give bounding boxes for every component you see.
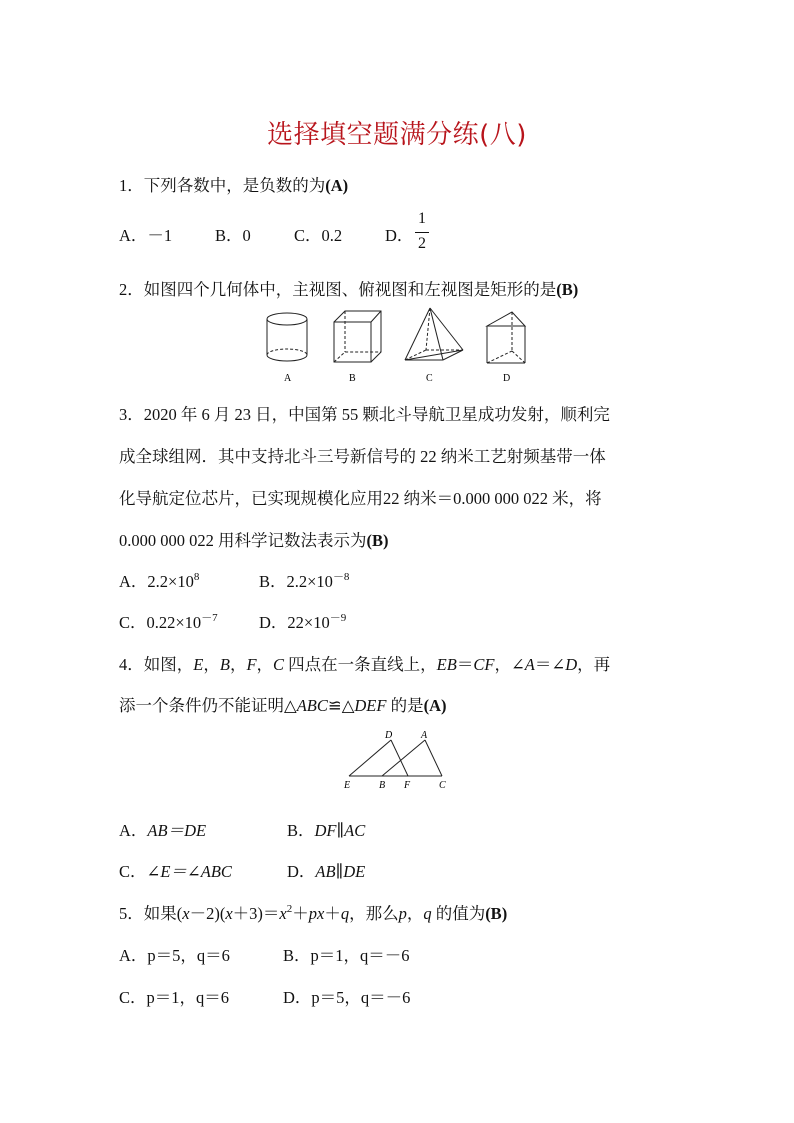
q1-option-d: D． bbox=[385, 226, 414, 245]
q3-option-a-base: A．2.2×10 bbox=[119, 572, 194, 591]
q4-answer: (A) bbox=[423, 696, 447, 715]
q2-stem-text: 2．如图四个几何体中，主视图、俯视图和左视图是矩形的是 bbox=[119, 280, 557, 299]
q4-l1-n: A bbox=[524, 655, 535, 674]
q3-line-3: 化导航定位芯片，已实现规模化应用22 纳米＝0.000 000 022 米，将 bbox=[119, 489, 602, 508]
q4-option-a-math: AB＝DE bbox=[147, 821, 207, 840]
q2-answer: (B) bbox=[556, 280, 579, 299]
q4-option-c-math: E＝∠ABC bbox=[160, 862, 232, 881]
q4-fig-label-f: F bbox=[404, 780, 411, 791]
q4-figure bbox=[0, 728, 794, 798]
q4-l1-m: ，∠ bbox=[494, 655, 525, 674]
q3-option-a-exp: 8 bbox=[193, 571, 200, 583]
q4-option-b-math: DF∥AC bbox=[314, 821, 366, 840]
q3-option-b-exp: －8 bbox=[332, 571, 350, 583]
q5-answer: (B) bbox=[485, 904, 508, 923]
q5-s-d: ＋ bbox=[292, 904, 309, 923]
q1-option-d-numerator: 1 bbox=[418, 210, 426, 227]
q4-l2-c: ≌△ bbox=[327, 696, 355, 715]
q5-s-px: px bbox=[308, 904, 325, 923]
q4-option-d-math: AB∥DE bbox=[315, 862, 366, 881]
q4-l1-b: E bbox=[193, 655, 204, 674]
q3-line-1: 3．2020 年 6 月 23 日，中国第 55 颗北斗导航卫星成功发射，顺利完 bbox=[119, 405, 610, 424]
q2-figure bbox=[0, 306, 794, 386]
q5-s-q: q bbox=[340, 904, 350, 923]
q1-stem bbox=[119, 172, 348, 196]
q5-s-x3: x bbox=[279, 904, 287, 923]
q1-option-a: A．－1 bbox=[119, 226, 173, 245]
q4-option-c bbox=[119, 858, 232, 882]
q4-fig-label-d: D bbox=[385, 730, 393, 741]
q4-l1-p: D bbox=[565, 655, 578, 674]
q4-l2-a: 添一个条件仍不能证明△ bbox=[119, 696, 297, 715]
q4-option-a-prefix: A． bbox=[119, 821, 148, 840]
q3-option-d bbox=[259, 609, 346, 633]
q1-option-b: B．0 bbox=[215, 226, 251, 245]
q3-line-2: 成全球组网．其中支持北斗三号新信号的 22 纳米工艺射频基带一体 bbox=[119, 447, 606, 466]
q2-label-b: B bbox=[349, 373, 356, 384]
q4-fig-label-b: B bbox=[379, 780, 386, 791]
q4-l1-a: 4．如图， bbox=[119, 655, 194, 674]
q3-answer: (B) bbox=[366, 531, 389, 550]
q5-s-p2: p bbox=[398, 904, 407, 923]
q5-s-sq: 2 bbox=[286, 903, 293, 915]
q3-option-c-exp: －7 bbox=[201, 612, 218, 624]
q5-s-q2: q bbox=[423, 904, 432, 923]
q3-option-b bbox=[259, 568, 349, 592]
q4-fig-label-c: C bbox=[439, 780, 446, 791]
q1-stem-text: 1．下列各数中，是负数的为 bbox=[119, 176, 326, 195]
q4-l1-e: ， bbox=[229, 655, 247, 674]
q5-s-f: ，那么 bbox=[349, 904, 399, 923]
q4-line-1 bbox=[119, 651, 610, 675]
q1-answer: (A) bbox=[325, 176, 349, 195]
q4-line-2 bbox=[119, 692, 447, 716]
q4-l1-o: ＝∠ bbox=[534, 655, 566, 674]
q4-l1-q: ，再 bbox=[577, 655, 611, 674]
q4-option-d bbox=[287, 858, 365, 882]
q5-s-e: ＋ bbox=[324, 904, 341, 923]
q3-line-4 bbox=[119, 527, 389, 551]
q4-l1-j: EB bbox=[436, 655, 457, 674]
q1-fraction-bar bbox=[415, 232, 429, 233]
q4-l1-h: C bbox=[273, 655, 285, 674]
q5-stem bbox=[119, 900, 507, 924]
q4-option-a bbox=[119, 817, 206, 841]
q2-label-a: A bbox=[284, 373, 292, 384]
q4-l2-b: ABC bbox=[296, 696, 328, 715]
q4-l1-d: B bbox=[219, 655, 230, 674]
q4-l1-g: ， bbox=[256, 655, 274, 674]
q5-option-b: B．p＝1，q＝－6 bbox=[283, 946, 410, 965]
q4-fig-label-e: E bbox=[344, 780, 351, 791]
q4-option-c-prefix: C．∠ bbox=[119, 862, 161, 881]
q4-l1-i: 四点在一条直线上， bbox=[284, 655, 437, 674]
q5-s-x2: x bbox=[225, 904, 233, 923]
q5-s-g: ， bbox=[406, 904, 424, 923]
q3-option-c-base: C．0.22×10 bbox=[119, 613, 202, 632]
cylinder-top bbox=[267, 313, 307, 325]
q4-l1-l: CF bbox=[473, 655, 495, 674]
q4-l1-c: ， bbox=[203, 655, 220, 674]
q2-stem bbox=[119, 276, 578, 300]
q5-s-x1: x bbox=[182, 904, 190, 923]
q3-option-d-base: D．22×10 bbox=[259, 613, 330, 632]
q3-option-b-base: B．2.2×10 bbox=[259, 572, 333, 591]
q5-s-h: 的值为 bbox=[431, 904, 486, 923]
q5-s-a: 5．如果( bbox=[119, 904, 183, 923]
q4-l2-d: DEF bbox=[354, 696, 387, 715]
q3-option-a bbox=[119, 568, 199, 592]
q1-option-c: C．0.2 bbox=[294, 226, 343, 245]
q5-option-d: D．p＝5，q＝－6 bbox=[283, 988, 411, 1007]
q4-l2-e: 的是 bbox=[386, 696, 424, 715]
q3-option-c bbox=[119, 609, 218, 633]
q5-option-c: C．p＝1，q＝6 bbox=[119, 988, 230, 1007]
q3-line-4-text: 0.000 000 022 用科学记数法表示为 bbox=[119, 531, 367, 550]
q4-l1-k: ＝ bbox=[456, 655, 474, 674]
q2-label-d: D bbox=[503, 373, 511, 384]
q5-s-c: ＋3)＝ bbox=[232, 904, 280, 923]
q4-option-b-prefix: B． bbox=[287, 821, 315, 840]
q1-option-d-denominator: 2 bbox=[418, 235, 426, 252]
q4-fig-label-a: A bbox=[421, 730, 428, 741]
q2-label-c: C bbox=[426, 373, 433, 384]
page-title: 选择填空题满分练(八) bbox=[267, 120, 527, 150]
q3-option-d-exp: －9 bbox=[329, 612, 347, 624]
q5-s-b: －2)( bbox=[189, 904, 226, 923]
q4-option-d-prefix: D． bbox=[287, 862, 316, 881]
q5-option-a: A．p＝5，q＝6 bbox=[119, 946, 230, 965]
q4-l1-f: F bbox=[246, 655, 257, 674]
q4-option-b bbox=[287, 817, 365, 841]
